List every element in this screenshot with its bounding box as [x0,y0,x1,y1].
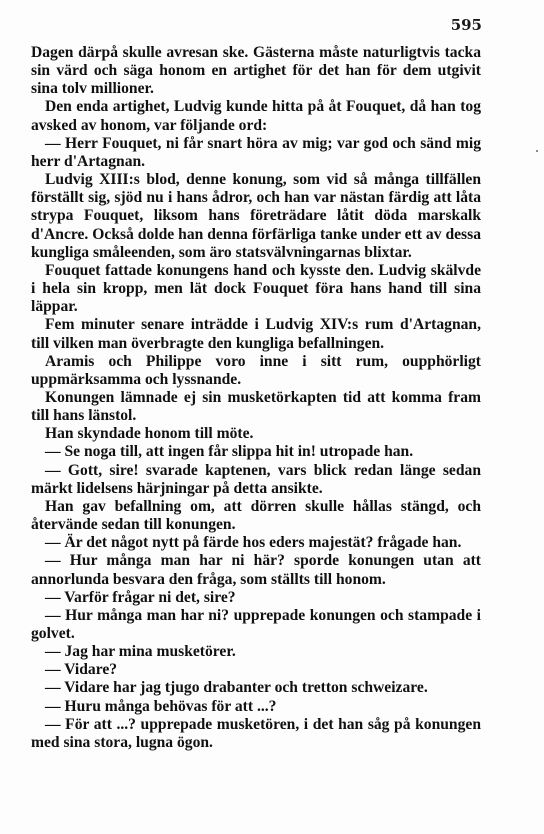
paragraph: Aramis och Philippe voro inne i sitt rum, oupphörligt uppmärksamma och lyssnande. [31,352,481,388]
paragraph: — Herr Fouquet, ni får snart höra av mig; var god och sänd mig herr d'Artagnan. [31,134,481,170]
paragraph: — Hur många man har ni? upprepade konungen och stampade i golvet. [31,606,481,642]
scan-speck [536,150,538,152]
paragraph: — Gott, sire! svarade kaptenen, vars blick redan länge sedan märkt lidelsens härjningar på detta ansikte. [31,461,481,497]
paragraph: — Jag har mina musketörer. [45,643,236,661]
paragraph: — Varför frågar ni det, sire? [45,588,236,606]
paragraph: Dagen därpå skulle avresan ske. Gästerna måste naturligtvis tacka sin värd och säga honom en artighet för det han för dem utgivit sina tolv millioner. [31,44,481,98]
paragraph: Fem minuter senare inträdde i Ludvig XIV:s rum d'Artagnan, till vilken man överbragte den kungliga befallningen. [31,316,481,352]
paragraph: Ludvig XIII:s blod, denne konung, som vid så många tillfällen förställt sig, sjöd nu i hans ådror, och han var nästan färdig att låta strypa Fouquet, liksom hans företrädare låtit döda marskalk d'Ancre. Också dolde han denna förfärliga tanke under ett av dessa kungliga småleenden, som äro statsvälvningarnas blixtar. [31,171,481,261]
paragraph: Konungen lämnade ej sin musketörkapten tid att komma fram till hans länstol. [31,388,481,425]
paragraph: — Vidare? [45,661,118,679]
paragraph: — För att ...? upprepade musketören, i det han såg på konungen med sina stora, lugna ögon. [31,715,481,751]
paragraph: Fouquet fattade konungens hand och kysste den. Ludvig skälvde i hela sin kropp, men lät dock Fouquet föra hans hand till sina läppar. [31,261,481,316]
paragraph: — Vidare har jag tjugo drabanter och tretton schweizare. [45,679,428,697]
paragraph: — Är det något nytt på färde hos eders majestät? frågade han. [45,534,462,552]
paragraph: — Huru många behövas för att ...? [45,697,277,715]
paragraph: Den enda artighet, Ludvig kunde hitta på åt Fouquet, då han tog avsked av honom, var följande ord: [31,98,481,134]
page-number: 595 [450,16,482,34]
paragraph: Han gav befallning om, att dörren skulle hållas stängd, och återvände sedan till konungen. [31,497,481,534]
paragraph: — Se noga till, att ingen får slippa hit in! utropade han. [45,443,414,461]
paragraph: — Hur många man har ni här? sporde konungen utan att annorlunda besvara den fråga, som ställts till honom. [31,552,481,588]
paragraph: Han skyndade honom till möte. [45,425,254,443]
body-text [31,44,481,752]
